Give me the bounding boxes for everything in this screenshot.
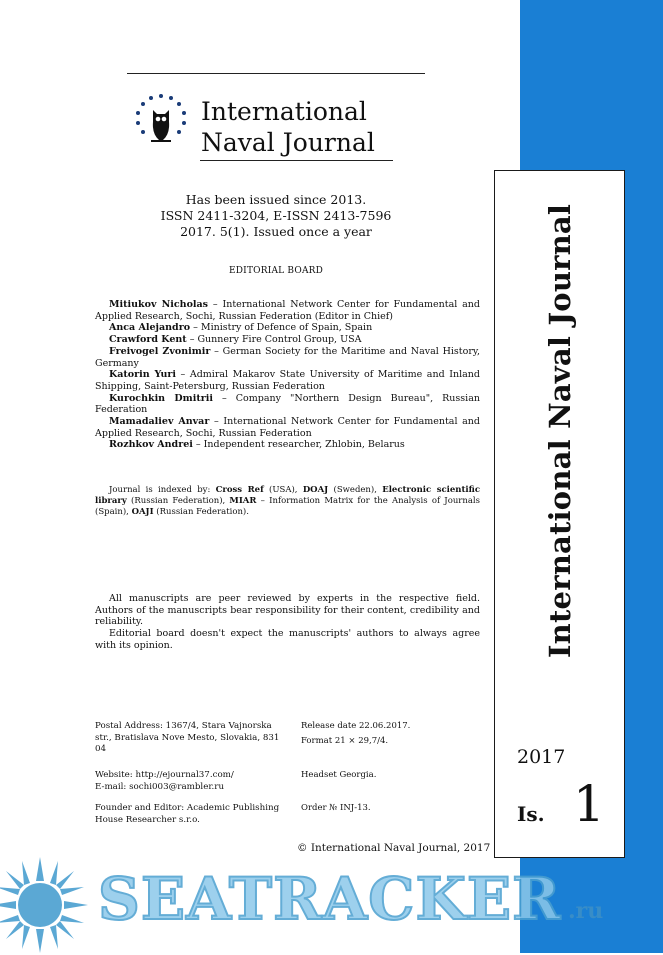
- board-member: Rozhkov Andrei – Independent researcher, Zhlobin, Belarus: [109, 439, 405, 451]
- owl-stars-logo-icon: [133, 92, 189, 148]
- spine-issue-number: 1: [573, 775, 605, 833]
- email-link[interactable]: E-mail: sochi003@rambler.ru: [95, 781, 225, 792]
- spine-year: 2017: [517, 746, 566, 768]
- board-member: Anca Alejandro – Ministry of Defence of Spain, Spain: [109, 322, 373, 334]
- format-info: Format 21 × 29,7/4.: [301, 736, 389, 746]
- journal-name-line2: Naval Journal: [201, 128, 375, 157]
- journal-logo-title: [201, 96, 375, 158]
- board-member: Kurochkin Dmitrii – Company "Northern Design Bureau", Russian Federation: [95, 392, 480, 416]
- editorial-board-heading: EDITORIAL BOARD: [229, 266, 324, 276]
- journal-name-line1: International: [201, 97, 367, 126]
- spine-card: [494, 170, 625, 858]
- peer-review-statement: [95, 593, 480, 652]
- board-member: Crawford Kent – Gunnery Fire Control Group, USA: [109, 334, 362, 346]
- watermark-text: SEATRACKER: [98, 865, 562, 933]
- indexing-info: Journal is indexed by: Cross Ref (USA), DOAJ (Sweden), Electronic scientific library (Russian Federation), MIAR – Information Matrix for the Analysis of Journals (Spain), OAJI (Russian Federation).: [95, 485, 481, 517]
- board-member: Freivogel Zvonimir – German Society for the Maritime and Naval History, Germany: [95, 345, 480, 369]
- order-number: Order № INJ-13.: [301, 803, 371, 813]
- spine-issue-label: Is.: [517, 802, 545, 826]
- issued-info: [127, 192, 425, 240]
- board-member: Mitiukov Nicholas – International Network Center for Fundamental and Applied Research, Sochi, Russian Federation (Editor in Chief): [95, 299, 480, 322]
- board-member: Mamadaliev Anvar – International Network Center for Fundamental and Applied Research, Sochi, Russian Federation: [95, 416, 480, 439]
- editorial-board-list: [95, 299, 480, 451]
- board-member: Katorin Yuri – Admiral Makarov State University of Maritime and Inland Shipping, Saint-Petersburg, Russian Federation: [95, 369, 480, 392]
- watermark-sun-icon: [0, 855, 100, 955]
- issn-line: ISSN 2411-3204, E-ISSN 2413-7596: [160, 208, 392, 223]
- peer-review-para: All manuscripts are peer reviewed by experts in the respective field. Authors of the manuscripts bear responsibility for their content, credibility and reliability.: [95, 593, 480, 628]
- editorial-disclaimer: Editorial board doesn't expect the manuscripts' authors to always agree with its opinion.: [95, 628, 480, 651]
- founder-info: Founder and Editor: Academic Publishing House Researcher s.r.o.: [95, 803, 280, 825]
- copyright: © International Naval Journal, 2017: [297, 842, 491, 854]
- release-date: Release date 22.06.2017.: [301, 721, 411, 731]
- watermark-suffix: .ru: [568, 898, 604, 924]
- website-link[interactable]: Website: http://ejournal37.com/: [95, 770, 234, 780]
- issue-frequency: 2017. 5(1). Issued once a year: [180, 224, 372, 239]
- logo-underline-rule: [200, 160, 393, 161]
- postal-address: Postal Address: 1367/4, Stara Vajnorska str., Bratislava Nove Mesto, Slovakia, 831 04: [95, 721, 280, 754]
- headset-info: Headset Georgia.: [301, 770, 377, 780]
- issued-since: Has been issued since 2013.: [185, 192, 367, 207]
- header-top-rule: [127, 73, 425, 74]
- spine-title: International Naval Journal: [543, 203, 577, 659]
- contact-info: [95, 770, 290, 793]
